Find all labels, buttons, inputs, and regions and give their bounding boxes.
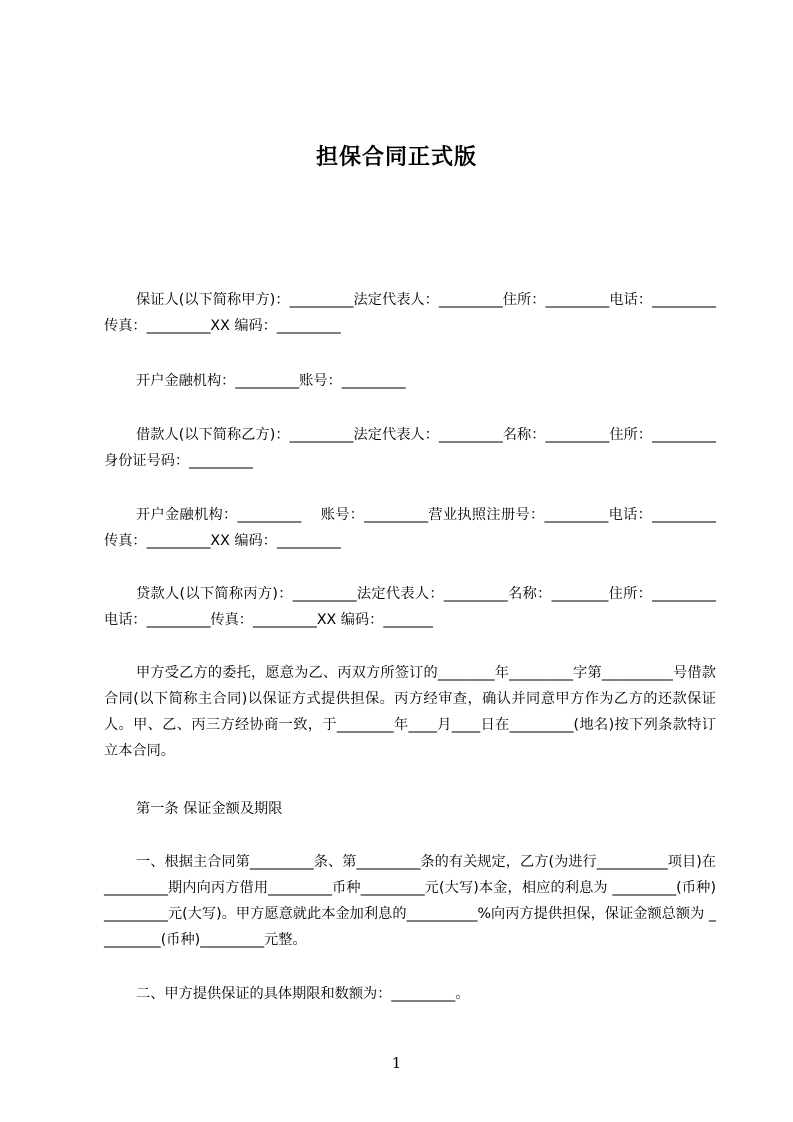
lender-info-paragraph: 贷款人(以下简称丙方)：_________法定代表人：_________名称：________住所：_________电话：_________传真：_________XX 编码：_______ <box>104 586 716 628</box>
borrower-info-paragraph: 借款人(以下简称乙方)：_________法定代表人：_________名称：_________住所：_________身份证号码：_________ <box>104 427 716 469</box>
guarantor-bank-paragraph: 开户金融机构：_________账号：_________ <box>136 373 406 389</box>
document-title: 担保合同正式版 <box>315 145 477 170</box>
clause-two-paragraph: 二、甲方提供保证的具体期限和数额为：_________。 <box>136 986 470 1002</box>
clause-one-paragraph: 一、根据主合同第_________条、第_________条的有关规定，乙方(为进行__________项目)在_________期内向丙方借用_________币种_________元(大写)本金，相应的利息为 _________(币种)_________元(大写)。甲方愿意就此本金加利息的__________%向丙方提供担保，保证金额总额为 _________(币种)_________元整。 <box>104 854 716 948</box>
guarantor-info-paragraph: 保证人(以下简称甲方)：_________法定代表人：_________住所：_________电话：_________传真：_________XX 编码：_________ <box>104 292 716 334</box>
page-number: 1 <box>391 1054 402 1072</box>
preamble-paragraph: 甲方受乙方的委托，愿意为乙、丙双方所签订的________年_________字第__________号借款合同(以下简称主合同)以保证方式提供担保。丙方经审查，确认并同意甲方作为乙方的还款保证人。甲、乙、丙三方经协商一致，于________年____月____日在_________(地名)按下列条款特订立本合同。 <box>104 665 716 759</box>
borrower-bank-paragraph: 开户金融机构：_________ 账号：_________营业执照注册号：_________电话：_________传真：_________XX 编码：_________ <box>104 507 716 549</box>
article-one-heading: 第一条 保证金额及期限 <box>136 801 283 817</box>
